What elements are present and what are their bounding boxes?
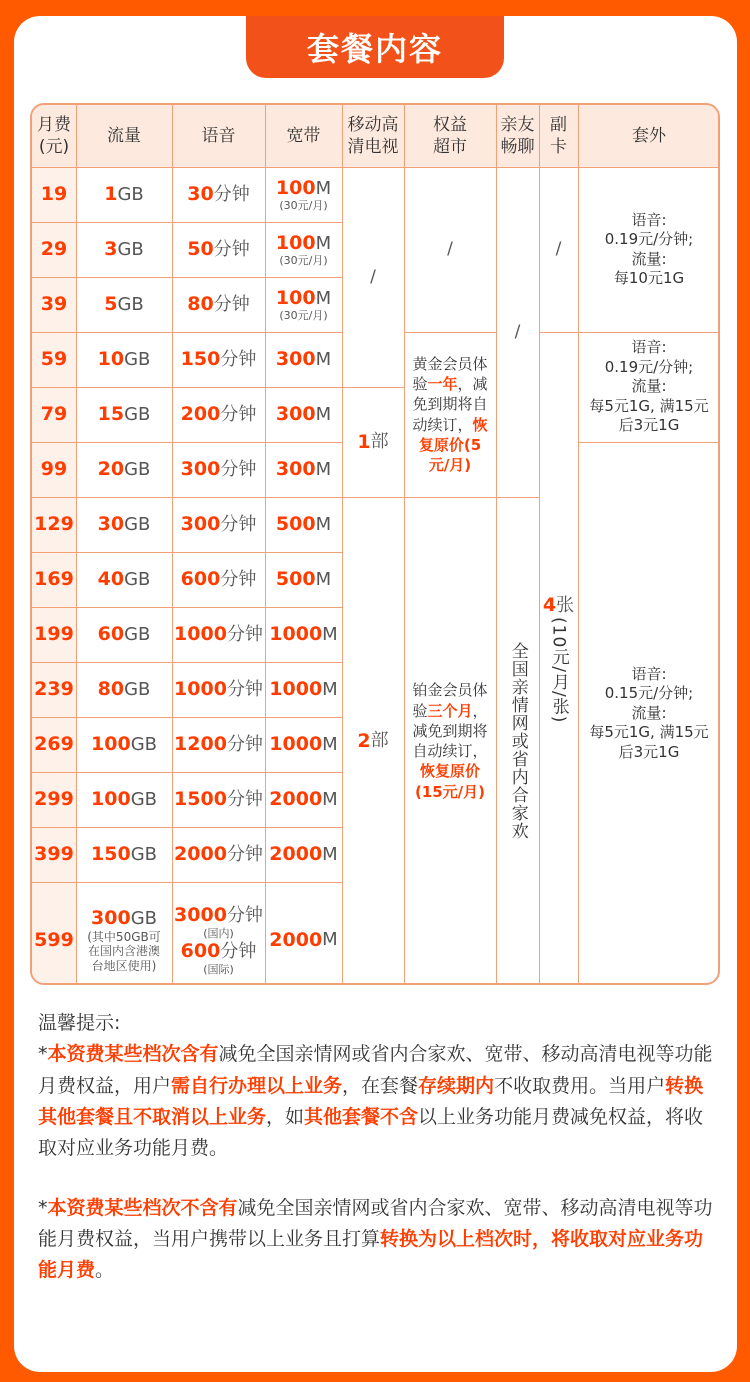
data-unit: GB — [124, 623, 151, 645]
broadband-wrap — [276, 287, 331, 323]
header-data-label: 流量 — [107, 125, 141, 146]
data-unit: GB — [130, 908, 157, 930]
voice-value: 600 — [180, 568, 221, 591]
rights-gold-cell — [404, 332, 496, 497]
broadband-value: 2000 — [269, 928, 323, 951]
voice-value: 200 — [180, 403, 221, 426]
tips-title: 温馨提示: — [38, 1012, 121, 1034]
broadband-wrap — [269, 623, 337, 646]
tv-unit: 部 — [370, 431, 389, 453]
data-unit: GB — [124, 348, 151, 370]
voice-line-2 — [174, 940, 263, 963]
family-none: / — [514, 321, 521, 342]
data-cell — [76, 167, 172, 222]
data-note: (其中50GB可在国内含港澳台地区使用) — [87, 929, 161, 973]
broadband-value: 100 — [275, 176, 316, 199]
header-tv-label: 移动高 清电视 — [347, 114, 399, 157]
voice-cell — [172, 607, 265, 662]
tip-segment: * — [38, 1196, 48, 1219]
tip-segment: ，如 — [266, 1106, 305, 1129]
broadband-value: 300 — [275, 348, 316, 371]
tip-paragraph-1 — [38, 1039, 718, 1164]
voice-value: 1200 — [174, 733, 227, 756]
tip-segment: 以上业务功能月费减免权益，将收取对应业务功能月费。 — [38, 1106, 704, 1160]
subcard-none-cell — [539, 167, 578, 332]
fee-cell — [32, 882, 76, 985]
broadband-line — [276, 177, 331, 200]
header-data — [76, 105, 172, 167]
voice-wrap — [174, 904, 263, 976]
voice-unit: 分钟 — [220, 458, 257, 480]
rights-text-a: 铂金会员体验 — [412, 681, 488, 720]
voice-note: (国际) — [203, 962, 234, 976]
fee-cell — [32, 717, 76, 772]
header-extra — [578, 105, 720, 167]
broadband-wrap — [276, 177, 331, 213]
broadband-value: 1000 — [269, 623, 323, 646]
broadband-cell — [265, 662, 342, 717]
tv-2-cell — [342, 497, 404, 985]
rights-text-c: ，减免到期将自动续订， — [412, 701, 488, 760]
broadband-value: 2000 — [269, 788, 323, 811]
broadband-unit: M — [322, 844, 338, 866]
tv-count: 2 — [357, 729, 371, 752]
fee-cell — [32, 442, 76, 497]
data-unit: GB — [124, 513, 151, 535]
data-unit: GB — [117, 183, 144, 205]
subcard-cell — [539, 332, 578, 985]
voice-cell — [172, 442, 265, 497]
voice-unit: 分钟 — [220, 348, 257, 370]
broadband-unit: M — [315, 569, 332, 591]
rights-text-d: 恢复原价(5元/月) — [418, 415, 488, 474]
broadband-line — [269, 678, 337, 701]
fee-value: 269 — [34, 733, 74, 756]
voice-note: (国内) — [203, 926, 234, 940]
broadband-value: 300 — [275, 403, 316, 426]
tip-segment: * — [38, 1043, 48, 1066]
data-value: 5 — [104, 293, 118, 316]
extra-extra1-text: 语音: 0.19元/分钟; 流量: 每10元1G — [604, 210, 694, 287]
tv-unit: 部 — [370, 730, 389, 752]
family-none-cell — [496, 167, 539, 497]
broadband-wrap — [276, 232, 331, 268]
fee-value: 79 — [40, 403, 68, 426]
voice-value: 300 — [180, 513, 221, 536]
rights-text-b: 三个月 — [427, 701, 473, 720]
voice-value: 3000 — [174, 904, 227, 927]
broadband-unit: M — [315, 459, 332, 481]
voice-unit: 分钟 — [220, 568, 257, 590]
data-cell — [76, 827, 172, 882]
data-unit: GB — [117, 293, 144, 315]
tv-none-cell — [342, 167, 404, 387]
rights-text-c: ，减免到期将自动续订， — [412, 375, 488, 434]
tip-segment: 减免全国亲情网或省内合家欢、宽带、移动高清电视等功能月费权益，当用户携带以上业务且打算 — [38, 1196, 713, 1251]
voice-cell — [172, 717, 265, 772]
rights-text-b: 一年 — [427, 375, 458, 393]
broadband-line — [276, 513, 331, 536]
voice-value: 1500 — [174, 788, 227, 811]
broadband-value: 500 — [275, 568, 316, 591]
data-unit: GB — [124, 458, 151, 480]
fee-value: 19 — [40, 183, 68, 206]
broadband-unit: M — [315, 349, 332, 371]
data-cell — [76, 277, 172, 332]
broadband-note: (30元/月) — [279, 254, 328, 268]
broadband-cell — [265, 607, 342, 662]
broadband-note: (30元/月) — [279, 199, 328, 213]
data-cell — [76, 772, 172, 827]
broadband-cell — [265, 772, 342, 827]
data-cell — [76, 552, 172, 607]
broadband-line — [269, 843, 337, 866]
broadband-unit: M — [322, 734, 338, 756]
data-value: 150 — [91, 843, 131, 866]
rights-text-a: 黄金会员体验 — [412, 354, 488, 393]
voice-cell — [172, 772, 265, 827]
fee-cell — [32, 772, 76, 827]
rights-none-cell — [404, 167, 496, 332]
data-cell — [76, 222, 172, 277]
data-value: 20 — [97, 458, 125, 481]
extra-extra2-text: 语音: 0.19元/分钟; 流量: 每5元1G, 满15元后3元1G — [589, 338, 709, 435]
broadband-value: 2000 — [269, 843, 323, 866]
extra-extra3-text: 语音: 0.15元/分钟; 流量: 每5元1G, 满15元后3元1G — [589, 664, 709, 761]
voice-unit: 分钟 — [213, 293, 250, 315]
broadband-wrap — [269, 788, 337, 811]
header-voice-label: 语音 — [201, 125, 236, 146]
subcard-none: / — [555, 239, 562, 260]
broadband-value: 1000 — [269, 678, 323, 701]
broadband-wrap — [269, 733, 337, 756]
voice-unit: 分钟 — [226, 905, 263, 927]
voice-unit: 分钟 — [226, 733, 263, 755]
header-broadband — [265, 105, 342, 167]
data-value: 60 — [97, 623, 125, 646]
voice-unit: 分钟 — [226, 623, 263, 645]
voice-unit: 分钟 — [226, 678, 263, 700]
header-fee-label: 月费 (元) — [37, 114, 71, 157]
voice-cell — [172, 167, 265, 222]
broadband-wrap — [276, 348, 331, 371]
data-unit: GB — [130, 788, 157, 810]
voice-cell — [172, 497, 265, 552]
data-cell — [76, 332, 172, 387]
data-value: 10 — [97, 348, 125, 371]
data-line — [83, 907, 165, 930]
fee-cell — [32, 277, 76, 332]
data-cell — [76, 662, 172, 717]
data-value: 3 — [104, 238, 118, 261]
broadband-value: 500 — [275, 513, 316, 536]
broadband-note: (30元/月) — [279, 309, 328, 323]
broadband-line — [276, 403, 331, 426]
broadband-unit: M — [315, 287, 332, 309]
broadband-cell — [265, 442, 342, 497]
extra-extra2-cell — [578, 332, 720, 442]
broadband-value: 100 — [275, 286, 316, 309]
header-rights — [404, 105, 496, 167]
header-sub_card-label: 副 卡 — [550, 114, 567, 157]
voice-value: 150 — [180, 348, 221, 371]
subcard-note: (10元/月/张) — [548, 616, 569, 724]
page-title: 套餐内容 — [306, 30, 443, 68]
voice-cell — [172, 827, 265, 882]
broadband-line — [269, 733, 337, 756]
voice-value: 30 — [187, 183, 214, 206]
broadband-wrap — [276, 568, 331, 591]
voice-cell — [172, 662, 265, 717]
fee-cell — [32, 607, 76, 662]
broadband-cell — [265, 277, 342, 332]
broadband-cell — [265, 222, 342, 277]
broadband-wrap — [276, 513, 331, 536]
header-family — [496, 105, 539, 167]
data-value: 30 — [97, 513, 125, 536]
tips-section — [38, 1008, 718, 1287]
tip-segment: ，在套餐 — [342, 1074, 419, 1097]
tv-count: 1 — [357, 430, 371, 453]
broadband-unit: M — [315, 177, 332, 199]
voice-cell — [172, 277, 265, 332]
tv-1-cell — [342, 387, 404, 497]
fee-cell — [32, 552, 76, 607]
subcard-count: 4 — [542, 593, 557, 616]
voice-unit: 分钟 — [220, 513, 257, 535]
fee-value: 399 — [34, 843, 74, 866]
rights-platinum-cell — [404, 497, 496, 985]
fee-value: 199 — [34, 623, 74, 646]
header-broadband-label: 宽带 — [286, 125, 321, 146]
voice-value: 1000 — [174, 678, 227, 701]
voice-value: 300 — [180, 458, 221, 481]
data-value: 300 — [91, 907, 131, 930]
data-unit: GB — [124, 403, 151, 425]
tip-segment: 转换为以上档次时，将收取对应业务功能月费 — [38, 1228, 704, 1282]
rights-text-d: 恢复原价(15元/月) — [414, 762, 486, 801]
fee-value: 299 — [34, 788, 74, 811]
tip-segment: 本资费某些档次含有 — [47, 1043, 219, 1066]
header-tv — [342, 105, 404, 167]
voice-unit: 分钟 — [213, 238, 250, 260]
broadband-unit: M — [315, 404, 332, 426]
rights-text — [412, 680, 488, 802]
fee-value: 39 — [40, 293, 68, 316]
fee-value: 99 — [40, 458, 68, 481]
voice-value: 600 — [180, 940, 221, 962]
title-banner — [246, 16, 504, 78]
broadband-unit: M — [322, 929, 338, 951]
extra-extra3-cell — [578, 442, 720, 985]
tip-segment: 本资费某些档次不含有 — [47, 1196, 238, 1219]
tip-segment: 转换其他套餐且不取消以上业务 — [38, 1074, 704, 1129]
header-voice — [172, 105, 265, 167]
data-value: 100 — [91, 788, 131, 811]
fee-cell — [32, 827, 76, 882]
voice-cell — [172, 332, 265, 387]
fee-value: 129 — [34, 513, 74, 536]
voice-cell — [172, 222, 265, 277]
subcard-unit: 张 — [556, 594, 575, 616]
tip-segment: 需自行办理以上业务 — [171, 1074, 343, 1097]
tip-paragraph-2 — [38, 1193, 718, 1287]
fee-value: 239 — [34, 678, 74, 701]
data-value: 100 — [91, 733, 131, 756]
tip-segment: 减免全国亲情网或省内合家欢、宽带、移动高清电视等功能月费权益，用户 — [38, 1043, 713, 1097]
broadband-unit: M — [315, 232, 332, 254]
broadband-unit: M — [315, 514, 332, 536]
broadband-line — [276, 348, 331, 371]
broadband-cell — [265, 827, 342, 882]
voice-value: 2000 — [174, 843, 227, 866]
header-family-label: 亲友 畅聊 — [500, 114, 535, 157]
broadband-cell — [265, 717, 342, 772]
broadband-wrap — [276, 403, 331, 426]
broadband-cell — [265, 332, 342, 387]
broadband-value: 300 — [275, 458, 316, 481]
broadband-cell — [265, 882, 342, 985]
fee-value: 29 — [40, 238, 68, 261]
data-unit: GB — [124, 568, 151, 590]
data-unit: GB — [117, 238, 144, 260]
data-unit: GB — [130, 843, 157, 865]
voice-unit: 分钟 — [213, 183, 250, 205]
fee-value: 59 — [40, 348, 68, 371]
voice-unit: 分钟 — [226, 843, 263, 865]
fee-cell — [32, 497, 76, 552]
broadband-unit: M — [322, 789, 338, 811]
voice-value: 50 — [187, 238, 214, 261]
fee-cell — [32, 387, 76, 442]
broadband-cell — [265, 552, 342, 607]
broadband-unit: M — [322, 624, 338, 646]
rights-none: / — [447, 239, 453, 260]
subcard-line — [543, 594, 574, 617]
broadband-wrap — [269, 843, 337, 866]
voice-unit: 分钟 — [220, 403, 257, 425]
voice-unit: 分钟 — [220, 941, 257, 962]
fee-value: 169 — [34, 568, 74, 591]
broadband-line — [276, 287, 331, 310]
data-cell — [76, 882, 172, 985]
broadband-line — [276, 458, 331, 481]
voice-value: 1000 — [174, 623, 227, 646]
voice-line-1 — [174, 904, 263, 927]
broadband-line — [269, 788, 337, 811]
tip-segment: 存续期内 — [418, 1074, 495, 1097]
family-text: 全国亲情网或省内合家欢 — [507, 642, 528, 840]
broadband-cell — [265, 167, 342, 222]
data-value: 15 — [97, 403, 125, 426]
voice-cell — [172, 552, 265, 607]
fee-cell — [32, 222, 76, 277]
data-cell — [76, 442, 172, 497]
fee-cell — [32, 332, 76, 387]
fee-value: 599 — [34, 928, 74, 951]
data-wrap — [83, 907, 165, 973]
broadband-unit: M — [322, 679, 338, 701]
broadband-cell — [265, 387, 342, 442]
data-value: 80 — [97, 678, 125, 701]
tip-segment: 不收取费用。当用户 — [494, 1074, 666, 1097]
data-cell — [76, 387, 172, 442]
voice-value: 80 — [187, 293, 214, 316]
broadband-value: 1000 — [269, 733, 323, 756]
family-cell — [496, 497, 539, 985]
data-cell — [76, 717, 172, 772]
header-rights-label: 权益 超市 — [433, 114, 467, 157]
tip-segment: 。 — [95, 1259, 115, 1282]
data-unit: GB — [130, 733, 157, 755]
broadband-line — [269, 623, 337, 646]
header-extra-label: 套外 — [632, 125, 666, 146]
tip-segment: 其他套餐不含 — [304, 1106, 419, 1129]
broadband-value: 100 — [275, 231, 316, 254]
data-cell — [76, 607, 172, 662]
data-unit: GB — [124, 678, 151, 700]
extra-extra1-cell — [578, 167, 720, 332]
plan-table — [30, 103, 720, 985]
data-cell — [76, 497, 172, 552]
tv-none: / — [370, 266, 376, 287]
data-value: 1 — [104, 183, 118, 206]
broadband-wrap — [269, 678, 337, 701]
header-fee — [32, 105, 76, 167]
subcard-wrap — [543, 594, 574, 723]
header-sub_card — [539, 105, 578, 167]
voice-unit: 分钟 — [226, 788, 263, 810]
fee-cell — [32, 662, 76, 717]
data-value: 40 — [97, 568, 125, 591]
fee-cell — [32, 167, 76, 222]
rights-text — [412, 354, 488, 476]
voice-cell — [172, 387, 265, 442]
broadband-line — [276, 232, 331, 255]
voice-cell — [172, 882, 265, 985]
broadband-wrap — [276, 458, 331, 481]
broadband-cell — [265, 497, 342, 552]
broadband-line — [276, 568, 331, 591]
